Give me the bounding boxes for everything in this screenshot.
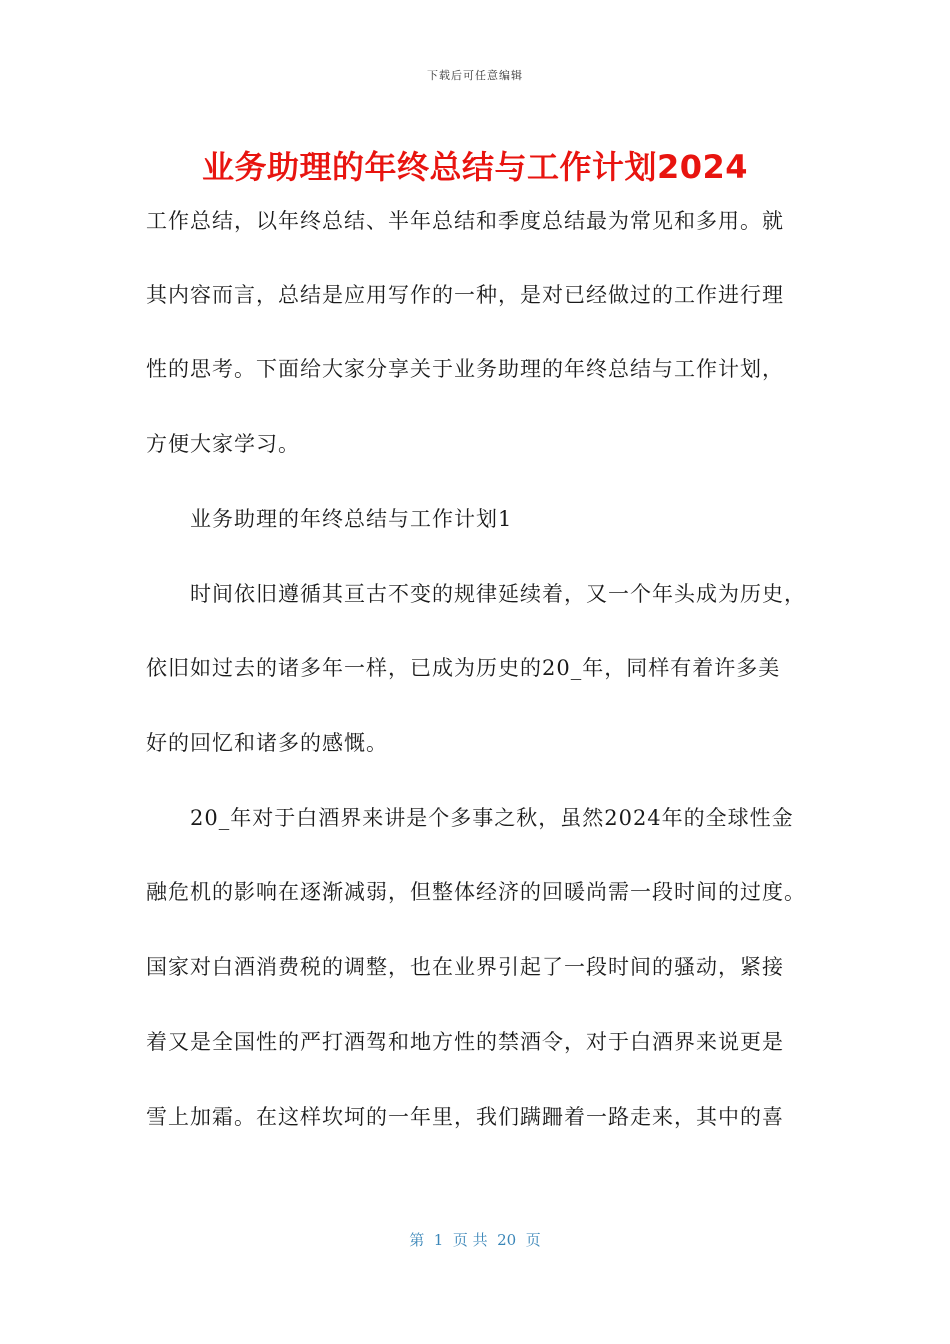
paragraph-line: 融危机的影响在逐渐减弱，但整体经济的回暖尚需一段时间的过度。 — [146, 880, 806, 904]
paragraph-line: 国家对白酒消费税的调整，也在业界引起了一段时间的骚动，紧接 — [146, 955, 784, 979]
page-number-footer: 第 1 页 共 20 页 — [409, 1231, 541, 1249]
paragraph-line: 着又是全国性的严打酒驾和地方性的禁酒令，对于白酒界来说更是 — [146, 1030, 784, 1054]
paragraph-line: 其内容而言，总结是应用写作的一种，是对已经做过的工作进行理 — [146, 283, 784, 307]
paragraph-line: 雪上加霜。在这样坎坷的一年里，我们蹒跚着一路走来，其中的喜 — [146, 1105, 784, 1129]
paragraph-line: 性的思考。下面给大家分享关于业务助理的年终总结与工作计划， — [146, 357, 784, 381]
paragraph-line: 时间依旧遵循其亘古不变的规律延续着，又一个年头成为历史， — [190, 582, 806, 606]
header-note: 下载后可任意编辑 — [427, 69, 523, 82]
paragraph-line: 20_年对于白酒界来讲是个多事之秋，虽然2024年的全球性金 — [190, 806, 794, 830]
document-title: 业务助理的年终总结与工作计划2024 — [201, 148, 749, 186]
paragraph-line: 依旧如过去的诸多年一样，已成为历史的20_年，同样有着许多美 — [146, 656, 781, 680]
paragraph-line: 方便大家学习。 — [146, 432, 300, 456]
section-heading: 业务助理的年终总结与工作计划1 — [190, 507, 513, 531]
paragraph-line: 好的回忆和诸多的感慨。 — [146, 731, 388, 755]
paragraph-line: 工作总结，以年终总结、半年总结和季度总结最为常见和多用。就 — [146, 209, 784, 233]
